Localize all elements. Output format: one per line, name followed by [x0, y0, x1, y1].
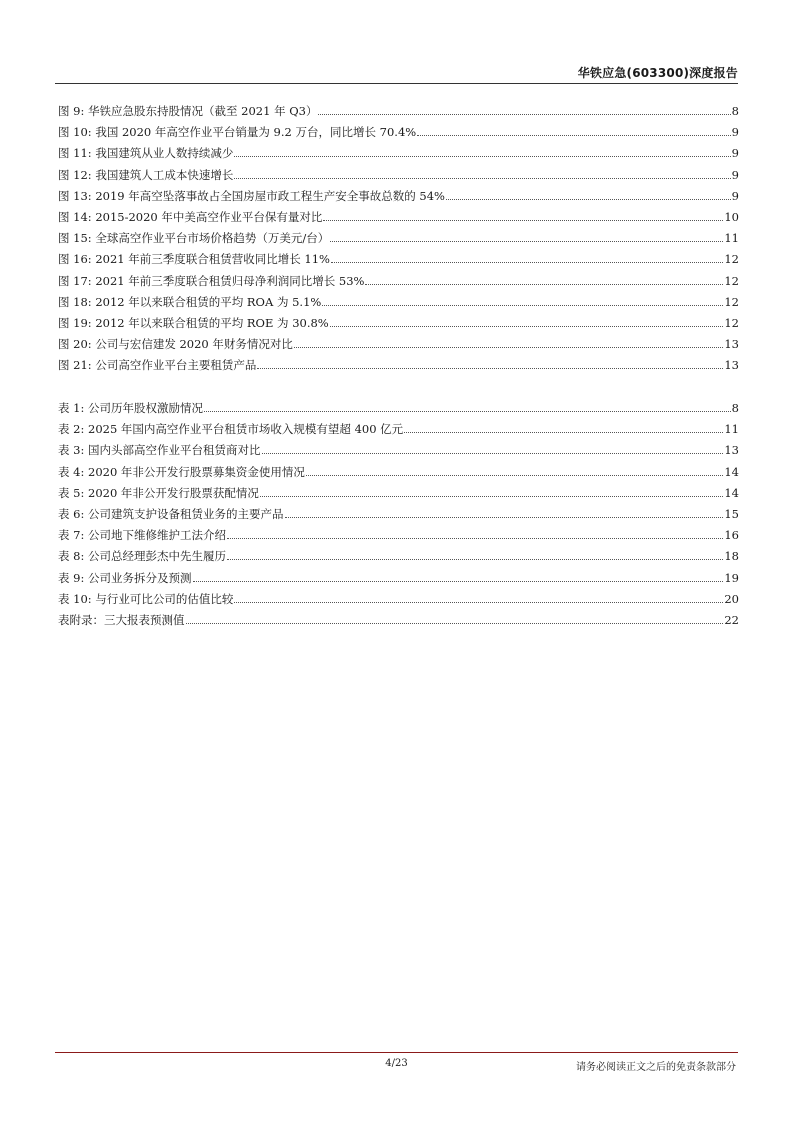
toc-entry-label: 表 1: 公司历年股权激励情况: [58, 401, 204, 415]
toc-leader-dots: [234, 156, 730, 157]
toc-entry-label: 表 6: 公司建筑支护设备租赁业务的主要产品: [58, 506, 284, 521]
toc-entry-label: 表附录：三大报表预测值: [58, 612, 185, 627]
footer-disclaimer: 请务必阅读正文之后的免责条款部分: [576, 1062, 736, 1073]
toc-entry[interactable]: [58, 313, 739, 334]
toc-entry[interactable]: [58, 483, 739, 504]
toc-entry-page: 9: [731, 146, 739, 161]
toc-entry[interactable]: [58, 165, 739, 186]
toc-entry[interactable]: [58, 271, 739, 292]
toc-leader-dots: [227, 559, 723, 560]
toc-entry-page: 11: [724, 422, 739, 437]
toc-entry-label: 图 16: 2021 年前三季度联合租赁营收同比增长 11%: [58, 252, 330, 267]
toc-leader-dots: [193, 581, 724, 582]
toc-entry-label: 图 9: 华铁应急股东持股情况（截至 2021 年 Q3）: [58, 104, 318, 118]
toc-entry[interactable]: [58, 462, 739, 483]
toc-entry-page: 18: [724, 549, 739, 564]
figure-list: [58, 101, 739, 376]
toc-entry-page: 22: [724, 612, 739, 627]
toc-entry-label: 图 11: 我国建筑从业人数持续减少: [58, 146, 234, 161]
toc-entry-page: 12: [724, 252, 739, 267]
toc-leader-dots: [227, 538, 723, 539]
toc-leader-dots: [330, 326, 724, 327]
toc-entry[interactable]: [58, 440, 739, 461]
toc-entry[interactable]: [58, 334, 739, 355]
toc-leader-dots: [446, 199, 731, 200]
toc-leader-dots: [331, 262, 723, 263]
toc-entry-page: 9: [731, 188, 739, 203]
toc-entry[interactable]: [58, 101, 739, 122]
toc-entry[interactable]: [58, 292, 739, 313]
toc-entry-label: 表 9: 公司业务拆分及预测: [58, 570, 192, 585]
toc-leader-dots: [322, 305, 723, 306]
toc-leader-dots: [330, 241, 723, 242]
toc-entry-page: 13: [724, 443, 739, 458]
footer-divider: [55, 1052, 738, 1053]
toc-entry-label: 图 21: 公司高空作业平台主要租赁产品: [58, 358, 257, 373]
toc-entry-label: 表 8: 公司总经理彭杰中先生履历: [58, 549, 227, 564]
toc-entry[interactable]: [58, 249, 739, 270]
toc-entry-page: 16: [724, 528, 739, 543]
toc-entry-label: 图 12: 我国建筑人工成本快速增长: [58, 167, 234, 182]
toc-leader-dots: [294, 347, 723, 348]
toc-entry-page: 20: [724, 591, 739, 606]
toc-leader-dots: [257, 368, 723, 369]
toc-entry-label: 图 15: 全球高空作业平台市场价格趋势（万美元/台）: [58, 231, 330, 246]
toc-leader-dots: [417, 135, 730, 136]
toc-entry-page: 10: [724, 209, 739, 224]
toc-entry-label: 表 5: 2020 年非公开发行股票获配情况: [58, 485, 259, 500]
toc-entry-page: 8: [731, 401, 739, 415]
toc-leader-dots: [404, 432, 723, 433]
toc-entry[interactable]: [58, 525, 739, 546]
toc-entry-label: 表 2: 2025 年国内高空作业平台租赁市场收入规模有望超 400 亿元: [58, 422, 404, 437]
toc-leader-dots: [306, 475, 723, 476]
toc-entry-label: 表 10: 与行业可比公司的估值比较: [58, 591, 234, 606]
toc-entry[interactable]: [58, 568, 739, 589]
toc-entry-page: 19: [724, 570, 739, 585]
toc-entry-page: 9: [731, 125, 739, 140]
table-list: [58, 398, 739, 631]
toc-entry-label: 表 4: 2020 年非公开发行股票募集资金使用情况: [58, 464, 305, 479]
toc-entry-page: 9: [731, 167, 739, 182]
toc-entry[interactable]: [58, 504, 739, 525]
toc-entry-page: 14: [724, 485, 739, 500]
toc-entry[interactable]: [58, 355, 739, 376]
toc-entry-page: 8: [731, 104, 739, 118]
toc-leader-dots: [318, 114, 730, 115]
toc-entry[interactable]: [58, 610, 739, 631]
toc-entry-label: 图 17: 2021 年前三季度联合租赁归母净利润同比增长 53%: [58, 273, 365, 288]
toc-entry-label: 图 20: 公司与宏信建发 2020 年财务情况对比: [58, 337, 293, 352]
toc-leader-dots: [323, 220, 723, 221]
toc-entry[interactable]: [58, 186, 739, 207]
toc-leader-dots: [186, 623, 724, 624]
toc-entry-label: 图 13: 2019 年高空坠落事故占全国房屋市政工程生产安全事故总数的 54%: [58, 188, 445, 203]
toc-entry-label: 图 19: 2012 年以来联合租赁的平均 ROE 为 30.8%: [58, 315, 329, 330]
toc-leader-dots: [204, 411, 731, 412]
header-divider: [55, 83, 738, 84]
report-header-title: 华铁应急(603300)深度报告: [577, 66, 738, 80]
toc-entry[interactable]: [58, 228, 739, 249]
toc-entry-page: 15: [724, 506, 739, 521]
toc-entry-label: 图 10: 我国 2020 年高空作业平台销量为 9.2 万台，同比增长 70.4%: [58, 125, 417, 140]
toc-entry-page: 12: [724, 315, 739, 330]
toc-entry-label: 表 3: 国内头部高空作业平台租赁商对比: [58, 443, 261, 458]
toc-entry[interactable]: [58, 589, 739, 610]
toc-entry-page: 12: [724, 294, 739, 309]
toc-leader-dots: [285, 517, 724, 518]
toc-entry[interactable]: [58, 419, 739, 440]
toc-leader-dots: [262, 453, 724, 454]
toc-entry-page: 11: [724, 231, 739, 246]
page-number: 4/23: [385, 1058, 408, 1069]
toc-entry[interactable]: [58, 207, 739, 228]
toc-leader-dots: [365, 284, 723, 285]
toc-entry[interactable]: [58, 546, 739, 567]
toc-leader-dots: [234, 602, 723, 603]
toc-entry-label: 图 14: 2015-2020 年中美高空作业平台保有量对比: [58, 209, 323, 224]
toc-entry-page: 14: [724, 464, 739, 479]
toc-entry-page: 13: [724, 358, 739, 373]
toc-entry[interactable]: [58, 143, 739, 164]
toc-entry-page: 12: [724, 273, 739, 288]
toc-entry[interactable]: [58, 122, 739, 143]
toc-entry-label: 表 7: 公司地下维修维护工法介绍: [58, 528, 227, 543]
toc-entry-page: 13: [724, 337, 739, 352]
toc-entry-label: 图 18: 2012 年以来联合租赁的平均 ROA 为 5.1%: [58, 294, 322, 309]
toc-entry[interactable]: [58, 398, 739, 419]
toc-leader-dots: [260, 496, 723, 497]
toc-leader-dots: [234, 178, 730, 179]
